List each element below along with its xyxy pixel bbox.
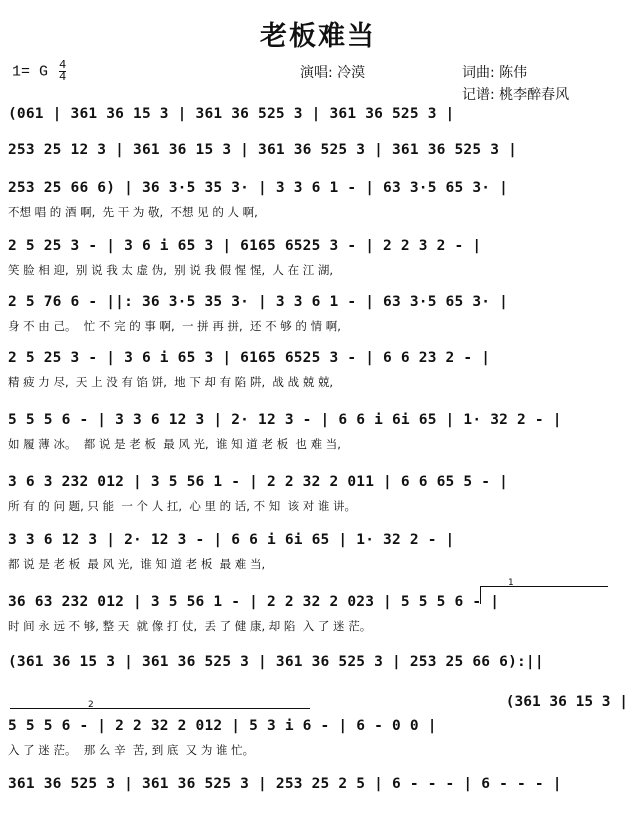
lyrics: 如 履 薄 冰。 都 说 是 老 板 最 风 光, 谁 知 道 老 板 也 难 当, <box>8 437 341 451</box>
notes: 2 5 25 3 - | 3 6 i 65 3 | 6165 6525 3 - | 2 2 3 2 - | <box>8 238 482 254</box>
composer: 词曲: 陈伟 <box>462 65 528 81</box>
singer: 演唱: 冷漠 <box>300 65 366 81</box>
notes: 253 25 12 3 | 361 36 15 3 | 361 36 525 3 | 361 36 525 3 | <box>8 142 517 158</box>
notes: 5 5 5 6 - | 2 2 32 2 012 | 5 3 i 6 - | 6 - 0 0 | <box>8 718 437 734</box>
key-signature <box>12 60 66 83</box>
notes: 5 5 5 6 - | 3 3 6 12 3 | 2· 12 3 - | 6 6 i 6i 65 | 1· 32 2 - | <box>8 412 562 428</box>
notes: 253 25 66 6) | 36 3·5 35 3· | 3 3 6 1 - | 63 3·5 65 3· | <box>8 180 509 196</box>
time-bottom: 4 <box>59 70 67 84</box>
lyrics: 不想 唱 的 酒 啊, 先 干 为 敬, 不想 见 的 人 啊, <box>8 205 258 219</box>
coda-intro: (361 36 15 3 | <box>505 694 628 710</box>
notes: (061 | 361 36 15 3 | 361 36 525 3 | 361 36 525 3 | <box>8 106 455 122</box>
notes: 3 3 6 12 3 | 2· 12 3 - | 6 6 i 6i 65 | 1· 32 2 - | <box>8 532 455 548</box>
notes: 2 5 76 6 - ||: 36 3·5 35 3· | 3 3 6 1 - | 63 3·5 65 3· | <box>8 294 509 310</box>
lyrics: 入 了 迷 茫。 那 么 辛 苦, 到 底 又 为 谁 忙。 <box>8 743 255 757</box>
lyrics: 都 说 是 老 板 最 风 光, 谁 知 道 老 板 最 难 当, <box>8 557 266 571</box>
time-signature <box>59 60 66 83</box>
song-title: 老板难当 <box>260 21 376 52</box>
notes: 3 6 3 232 012 | 3 5 56 1 - | 2 2 32 2 011 | 6 6 65 5 - | <box>8 474 509 490</box>
lyrics: 时 间 永 远 不 够, 整 天 就 像 打 仗, 丢 了 健 康, 却 陷 入 了 迷 茫。 <box>8 619 372 633</box>
volta-1-label: 1 <box>508 578 514 588</box>
notes: 36 63 232 012 | 3 5 56 1 - | 2 2 32 2 023 | 5 5 5 6 - | <box>8 594 500 610</box>
volta-2-label: 2 <box>88 700 94 710</box>
lyrics: 精 疲 力 尽, 天 上 没 有 馅 饼, 地 下 却 有 陷 阱, 战 战 兢 兢, <box>8 375 334 389</box>
volta-1-start <box>480 586 481 604</box>
lyrics: 笑 脸 相 迎, 别 说 我 太 虚 伪, 别 说 我 假 惺 惺, 人 在 江 湖, <box>8 263 334 277</box>
transcriber: 记谱: 桃李醉春风 <box>462 87 570 103</box>
notes: 361 36 525 3 | 361 36 525 3 | 253 25 2 5 | 6 - - - | 6 - - - | <box>8 776 562 792</box>
volta-1-bracket <box>480 586 608 587</box>
lyrics: 身 不 由 己。 忙 不 完 的 事 啊, 一 拼 再 拼, 还 不 够 的 情 啊, <box>8 319 341 333</box>
notes: (361 36 15 3 | 361 36 525 3 | 361 36 525 3 | 253 25 66 6):|| <box>8 654 544 670</box>
volta-2-bracket <box>10 708 310 709</box>
time-top: 4 <box>59 58 67 72</box>
notes: 2 5 25 3 - | 3 6 i 65 3 | 6165 6525 3 - | 6 6 23 2 - | <box>8 350 491 366</box>
key-label: 1= G <box>12 63 49 81</box>
lyrics: 所 有 的 问 题, 只 能 一 个 人 扛, 心 里 的 话, 不 知 该 对 谁 讲。 <box>8 499 357 513</box>
